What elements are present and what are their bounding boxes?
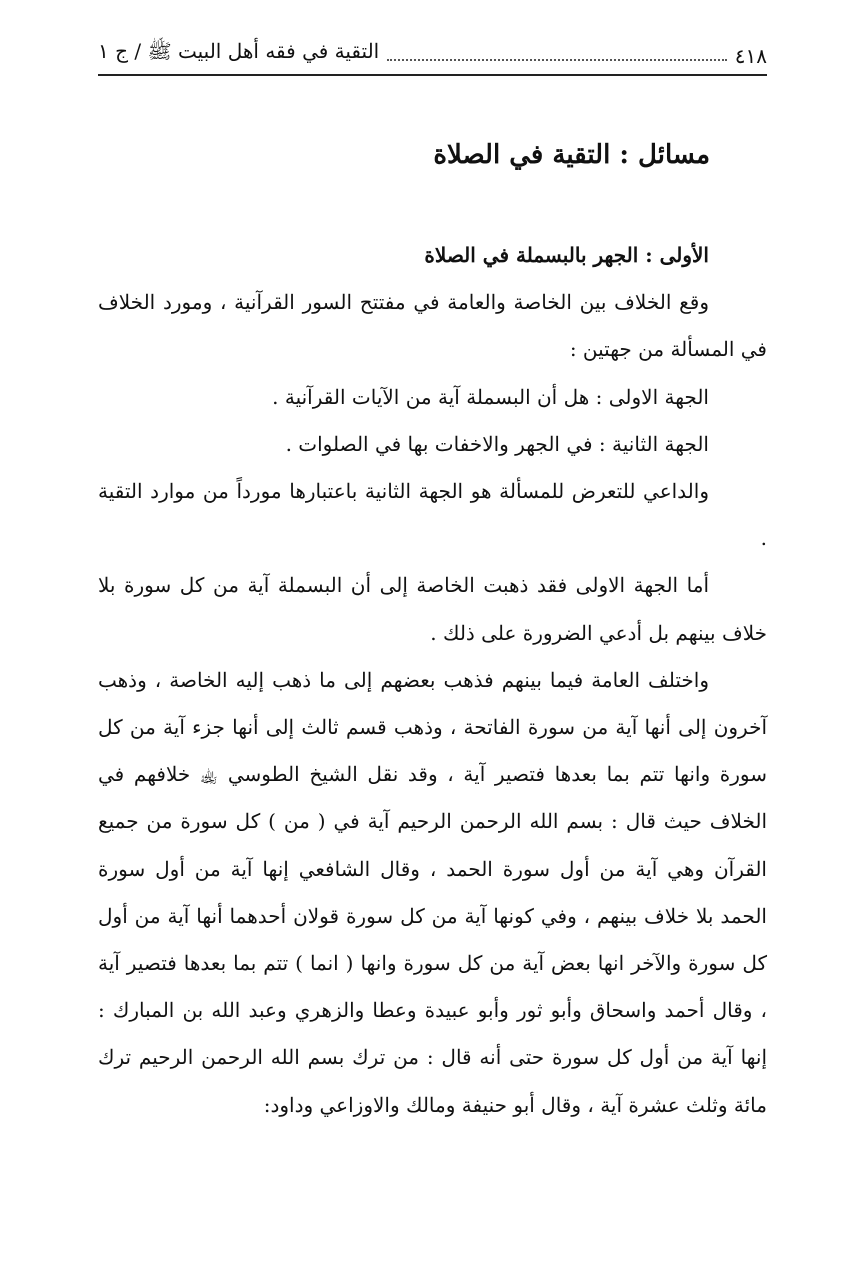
paragraph: وقع الخلاف بين الخاصة والعامة في مفتتح السور القرآنية ، ومورد الخلاف في المسألة من جهتين : bbox=[98, 290, 767, 362]
paragraph: واختلف العامة فيما بينهم فذهب بعضهم إلى ما ذهب إليه الخاصة ، وذهب آخرون إلى أنها آية من سورة الفاتحة ، وذهب قسم ثالث إلى أنها جزء آية من كل سورة وانها تتم بما بعدها فتصير آية ، وقد نقل الشيخ الطوسي ﵀ خلافهم في الخلاف حيث قال : بسم الله الرحمن الرحيم آية في ( من ) كل سورة من جميع القرآن وهي آية من أول سورة الحمد ، وقال الشافعي إنها آية من أول سورة الحمد بلا خلاف بينهم ، وفي كونها آية من كل سورة قولان أحدهما أنها آية من أول كل سورة والآخر انها بعض آية من كل سورة وانها ( انما ) تتم بما بعدها فتصير آية ، وقال أحمد واسحاق وأبو ثور وأبو عبيدة وعطا والزهري وعبد الله بن المبارك : إنها آية من أول كل سورة حتى أنه قال : من ترك بسم الله الرحمن الرحيم ترك مائة وثلث عشرة آية ، وقال أبو حنيفة ومالك والاوزاعي وداود: bbox=[98, 667, 767, 1117]
section-title: مسائل : التقية في الصلاة bbox=[433, 140, 710, 170]
list-item: الجهة الثانية : في الجهر والاخفات بها في الصلوات . bbox=[285, 431, 709, 456]
running-header-title: التقية في فقه أهل البيت ﷺ / ج ١ bbox=[98, 39, 380, 63]
list-item: الجهة الاولى : هل أن البسملة آية من الآيات القرآنية . bbox=[272, 384, 709, 409]
paragraph: والداعي للتعرض للمسألة هو الجهة الثانية باعتبارها مورداً من موارد التقية . bbox=[98, 479, 767, 551]
running-header bbox=[98, 36, 767, 76]
subheading: الأولى : الجهر بالبسملة في الصلاة bbox=[424, 243, 709, 267]
paragraph: أما الجهة الاولى فقد ذهبت الخاصة إلى أن البسملة آية من كل سورة بلا خلاف بينهم بل أدعي الضرورة على ذلك . bbox=[98, 573, 767, 645]
page-number: ٤١٨ bbox=[734, 44, 767, 68]
body-text bbox=[98, 232, 767, 1129]
header-dot-leader bbox=[387, 59, 727, 61]
